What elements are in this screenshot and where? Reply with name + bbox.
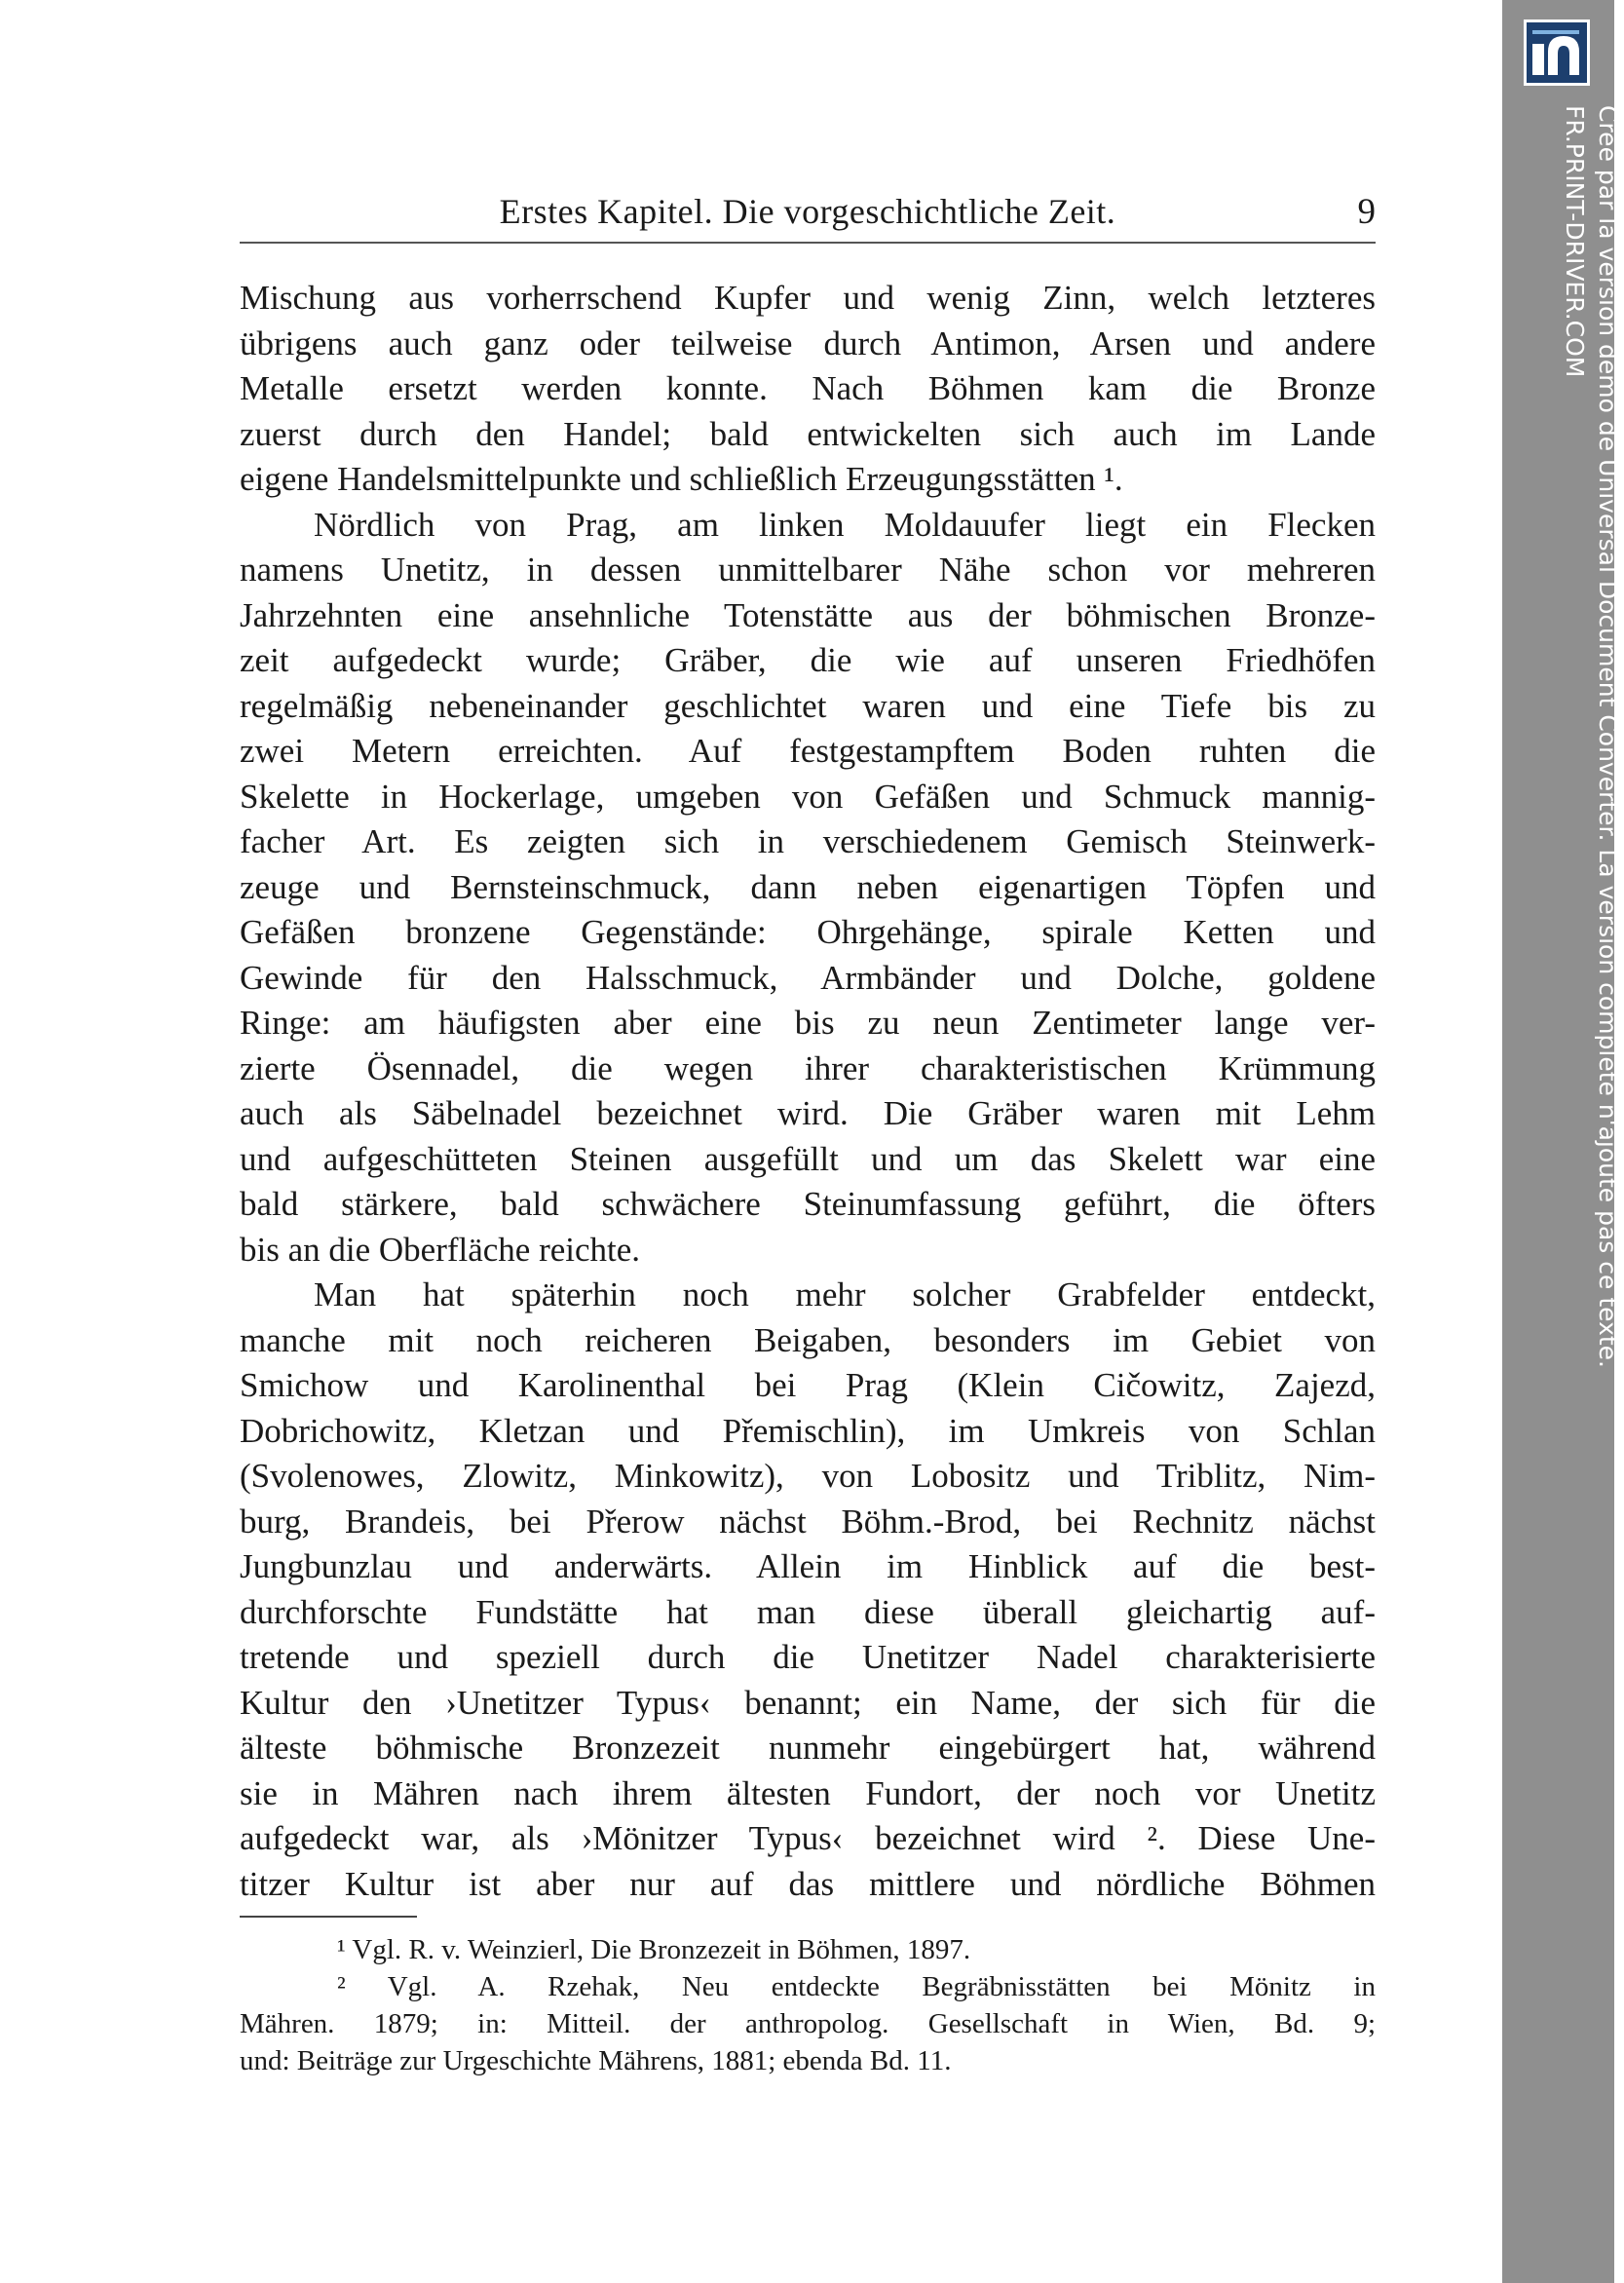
text-line: facher Art. Es zeigten sich in verschiedenem Gemisch Steinwerk- — [240, 822, 1376, 860]
text-line: Ringe: am häufigsten aber eine bis zu neun Zentimeter lange ver- — [240, 1004, 1376, 1042]
watermark-sidebar — [1502, 0, 1622, 2283]
footnote-2-continuation: Mähren. 1879; in: Mitteil. der anthropolog. Gesellschaft in Wien, Bd. 9; — [240, 2008, 1376, 2039]
text-line: auch als Säbelnadel bezeichnet wird. Die Gräber waren mit Lehm — [240, 1094, 1376, 1132]
text-line: Jahrzehnten eine ansehnliche Totenstätte aus der böhmischen Bronze- — [240, 595, 1376, 634]
body-text — [240, 276, 1376, 1907]
text-line: sie in Mähren nach ihrem ältesten Fundort, der noch vor Unetitz — [240, 1773, 1376, 1812]
header-rule — [240, 242, 1376, 244]
text-line: Mischung aus vorherrschend Kupfer und wenig Zinn, welch letzteres — [240, 279, 1376, 317]
page-number: 9 — [1357, 192, 1376, 232]
text-line: Gewinde für den Halsschmuck, Armbänder und Dolche, goldene — [240, 958, 1376, 997]
text-line: übrigens auch ganz oder teilweise durch Antimon, Arsen und andere — [240, 323, 1376, 362]
text-line: zuerst durch den Handel; bald entwickelten sich auch im Lande — [240, 414, 1376, 453]
demo-watermark-text — [1558, 105, 1624, 1368]
running-head — [240, 191, 1376, 238]
text-line: Man hat späterhin noch mehr solcher Grabfelder entdeckt, — [314, 1275, 1376, 1313]
footnote-1: ¹ Vgl. R. v. Weinzierl, Die Bronzezeit in Böhmen, 1897. — [337, 1934, 971, 1965]
text-line: Kultur den ›Unetitzer Typus‹ benannt; ein Name, der sich für die — [240, 1683, 1376, 1722]
text-line: Dobrichowitz, Kletzan und Přemischlin), im Umkreis von Schlan — [240, 1411, 1376, 1450]
text-line: Smichow und Karolinenthal bei Prag (Klein Cičowitz, Zajezd, — [240, 1366, 1376, 1404]
watermark-line-2: FR.PRINT-DRIVER.COM — [1561, 105, 1589, 378]
text-line: Nördlich von Prag, am linken Moldauufer liegt ein Flecken — [314, 505, 1376, 544]
text-line: manche mit noch reicheren Beigaben, besonders im Gebiet von — [240, 1320, 1376, 1359]
text-line: zierte Ösennadel, die wegen ihrer charakteristischen Krümmung — [240, 1048, 1376, 1087]
text-line: bis an die Oberfläche reichte. — [240, 1230, 641, 1269]
text-line: und aufgeschütteten Steinen ausgefüllt und um das Skelett war eine — [240, 1139, 1376, 1178]
text-line: Skelette in Hockerlage, umgeben von Gefäßen und Schmuck mannig- — [240, 777, 1376, 816]
text-line: zeuge und Bernsteinschmuck, dann neben eigenartigen Töpfen und — [240, 867, 1376, 906]
text-line: zeit aufgedeckt wurde; Gräber, die wie auf unseren Friedhöfen — [240, 641, 1376, 679]
text-line: bald stärkere, bald schwächere Steinumfassung geführt, die öfters — [240, 1185, 1376, 1223]
text-line: aufgedeckt war, als ›Mönitzer Typus‹ bezeichnet wird ². Diese Une- — [240, 1819, 1376, 1857]
footnotes — [240, 1931, 1376, 2079]
text-line: (Svolenowes, Zlowitz, Minkowitz), von Lobositz und Triblitz, Nim- — [240, 1457, 1376, 1495]
chapter-title: Erstes Kapitel. Die vorgeschichtliche Zeit. — [499, 192, 1116, 231]
text-line: regelmäßig nebeneinander geschlichtet waren und eine Tiefe bis zu — [240, 686, 1376, 725]
text-line: Metalle ersetzt werden konnte. Nach Böhmen kam die Bronze — [240, 369, 1376, 407]
footnote-rule — [240, 1916, 417, 1918]
text-line: zwei Metern erreichten. Auf festgestampftem Boden ruhten die — [240, 732, 1376, 770]
text-line: tretende und speziell durch die Unetitzer Nadel charakterisierte — [240, 1638, 1376, 1676]
text-line: eigene Handelsmittelpunkte und schließlich Erzeugungsstätten ¹. — [240, 460, 1123, 498]
watermark-line-1: Créé par la version démo de Universal Document Converter. La version complète n'ajoute pas ce texte. — [1594, 105, 1622, 1369]
text-line: titzer Kultur ist aber nur auf das mittlere und nördliche Böhmen — [240, 1864, 1376, 1903]
text-line: durchforschte Fundstätte hat man diese überall gleichartig auf- — [240, 1592, 1376, 1631]
text-line: burg, Brandeis, bei Přerow nächst Böhm.-Brod, bei Rechnitz nächst — [240, 1502, 1376, 1541]
text-line: Jungbunzlau und anderwärts. Allein im Hinblick auf die best- — [240, 1547, 1376, 1585]
footnote-2-continuation: und: Beiträge zur Urgeschichte Mährens, 1881; ebenda Bd. 11. — [240, 2045, 952, 2076]
text-line: namens Unetitz, in dessen unmittelbarer Nähe schon vor mehreren — [240, 551, 1376, 589]
text-line: älteste böhmische Bronzezeit nunmehr eingebürgert hat, während — [240, 1729, 1376, 1767]
footnote-2: ² Vgl. A. Rzehak, Neu entdeckte Begräbnisstätten bei Mönitz in — [337, 1971, 1376, 2002]
converter-logo-icon — [1524, 19, 1590, 86]
text-line: Gefäßen bronzene Gegenstände: Ohrgehänge, spirale Ketten und — [240, 913, 1376, 951]
